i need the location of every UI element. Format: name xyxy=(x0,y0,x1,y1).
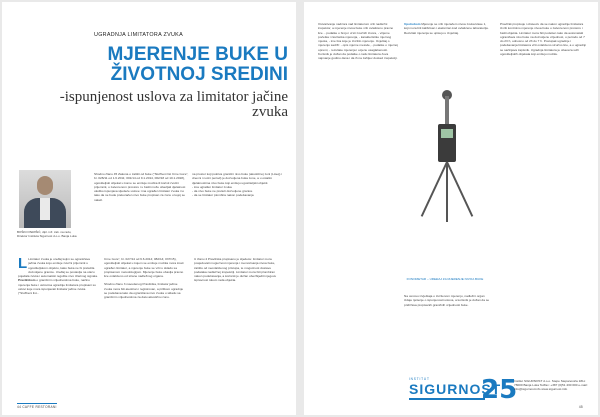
body-column-1 xyxy=(18,257,98,397)
body-column-3: U članu 4 Pravilnika propisano je sljedeće: limitator mora posjedovati mogućnost mjerenja i memorisanja nivoa buke, zaštitu od neovlašćenog pristupa, te mogućnost dostave podataka nadležnoj inspekciji. Limitator mora biti plombiran nakon podešavanja, a korisnik je dužan obezbijediti njegovu ispravnost tokom rada objekta. xyxy=(194,257,277,283)
body-column-1-text: Limitator zvuka je uređaj kojim se ograničava jačina zvuka koju emituje zvučni prijemnik u ugostiteljskom objektu, kako buka ne bi prelazila dozvoljene granice. Uređaj se postavlja na ulazu pojačala zvuka i automatski reguliše nivo izlaznog signala. xyxy=(18,257,98,279)
kicker: UGRADNJA LIMITATORA ZVUKA xyxy=(94,32,183,38)
right-column-2-text: Mjerenje se vrši mjeračem nivoa zvuka klase 1, koji mora biti kalibrisan i etaloniran kod ovlašćene laboratorije. Rezultati mjerenja se upisuju u izvještaj. xyxy=(404,22,489,35)
sound-level-meter-image xyxy=(404,82,490,262)
drop-cap: L xyxy=(18,257,28,272)
logo-anniversary: 25 xyxy=(481,375,518,405)
body-column-2 xyxy=(104,257,184,397)
left-page xyxy=(2,2,296,415)
right-column-1: Ostvarivanje nadzora nad limitatorom vrši nadležni inspektor, a mjerenje nivoa buke vrši ovlašćeno pravno lice. - podatke o broju i vrsti zvučnih izvora, - vrijeme početka i završetka mjerenja, - karakteristike mjernog mjesta, - ime lica koje je izvršilo mjerenje. Izvještaj o mjerenju sadrži: - opis mjerne metode, - podatke o mjernoj opremi, - rezultate mjerenja i ocjenu usaglašenosti. Korisnik je dužan da podatke o radu limitatora čuva najmanje godinu dana i da ih na zahtjev dostavi inspekciji. xyxy=(318,22,398,61)
tripod-leg-right xyxy=(446,162,473,217)
article-title: MJERENJE BUKE U ŽIVOTNOJ SREDINI xyxy=(107,44,288,85)
right-column-2-top xyxy=(404,22,490,80)
microphone-stem xyxy=(445,96,449,124)
body-column-2-text-2: Shodno članu 3 navedenog Pravilnika, limitator jačine zvuka mora biti atestiran i registrovan, a prilikom ugradnje se podešava tako da ograničava nivo zvuka u skladu sa graničnim vrijednostima za datu akustičnu zonu. xyxy=(104,282,184,300)
logo-sigurnost: SIGURNOST xyxy=(409,381,502,397)
intro-column-1: Shodno članu 45 Zakona o zaštiti od buke ("Službeni list Crne Gore", br. 028/11 od 1.6.2011; 001/14 od 9.1.2014, 002/18 od 10.1.2018), ugostiteljski objekat u kome se emituje muzika ili koristi zvučni prijemnik, u zatvorenom prostoru i u bašti može obavljati djelatnost ukoliko ispunjava sljedeće uslove: ima ugrađen limitator zvuka i to tako da ne bude prekoračen nivo buke propisan za zonu u kojoj se nalazi. xyxy=(94,172,189,202)
meter-screen xyxy=(441,129,453,138)
right-page xyxy=(304,2,598,415)
author-head-shape xyxy=(37,176,53,195)
author-caption: BOŠKO PERIŠIĆ, dipl. inž. zaš. na radu, Direktor Instituta Sigurnost d.o.o. Banja Luka xyxy=(17,230,77,238)
author-shirt-shape xyxy=(40,198,50,220)
tripod-leg-center xyxy=(446,162,448,222)
body-column-2-text: Crne Gore", br. 027/14 od 9.6.2014; 082/14; 037/15), ugostiteljski objekat u kojem se emituje muzika mora imati ugrađen limitator, a mjerenje buke se vrši u skladu sa propisanom metodologijom. Mjerenje buke obavlja pravno lice ovlašćeno od strane nadležnog organa. xyxy=(104,257,184,279)
right-column-2-bottom: Na osnovu izvještaja o izvršenom mjerenju, nadležni organ izdaje rješenje o ispunjenosti uslova, a korisnik je dužan da se pridržava propisanih graničnih vrijednosti buke. xyxy=(404,294,490,307)
folio-right: 45 xyxy=(578,405,583,409)
right-column-3: Pravilnik propisuje i obavezu da se nakon ugradnje limitatora izvrši kontrolno mjerenje nivoa buke u zatvorenom prostoru i bašti objekta. Limitator mora biti podešen tako da automatski ograničava nivo buke na dozvoljenu vrijednost, u periodu od 7 do 23 h, odnosno od 23 do 7 h. Postupak ugradnje i podešavanja limitatora vrši ovlašćeno stručno lice, a o ugradnji se sačinjava zapisnik. Ugradnja limitatora je obaveza svih ugostiteljskih objekata koji emituju muziku. xyxy=(500,22,586,57)
folio-left: 44 CAFFE RESTORANI xyxy=(17,405,57,409)
logo-rule xyxy=(409,398,485,400)
logo-institut: INSTITUT xyxy=(409,377,430,381)
author-photo xyxy=(19,170,71,228)
contact-block: Institut SIGURNOST d.o.o. Stepe Stepanovića 181c 78000 Banja Luka Tel/fax: +387 (0)51 430 000 e-mail: info@sigurnost.info www.sigurnost.info xyxy=(514,379,588,391)
intro-column-2 xyxy=(192,172,287,242)
right-strong: Upotrebom xyxy=(404,22,421,26)
bullet-2: - da nivo buke ne prelazi dozvoljene granice xyxy=(192,189,253,194)
device-caption: FONOMETAR – UREĐAJ ZA MJERENJE NIVOA BUKE xyxy=(406,277,484,281)
folio-bar xyxy=(17,403,57,404)
bullet-1: - ima ugrađen limitator zvuka xyxy=(192,184,232,189)
bullet-3: - da se limitator plombira nakon podešavanja xyxy=(192,193,254,198)
intro-column-2-text: na prostor koji pokriva granični nivo buke (akustičnoj zoni (LAeq) i dnevni i noćni period) je dozvoljena buka zone, a u ostalim djelatnostima nivo buke koji emituju ugostiteljski objekti. xyxy=(192,172,282,185)
meter-body xyxy=(438,124,456,162)
institute-logo xyxy=(409,375,518,407)
article-subtitle: -ispunjenost uslova za limitator jačine zvuka xyxy=(59,89,288,120)
tripod-leg-left xyxy=(421,162,448,217)
body-strong: Pravilnikom xyxy=(18,278,36,283)
body-column-1-text-2: o graničnim vrijednostima buke, načinu mjerenja buke i uslovima ugradnje limitatora propisani su uslovi koje mora ispunjavati limitator jačine zvuka ("Službeni list... xyxy=(18,278,96,296)
